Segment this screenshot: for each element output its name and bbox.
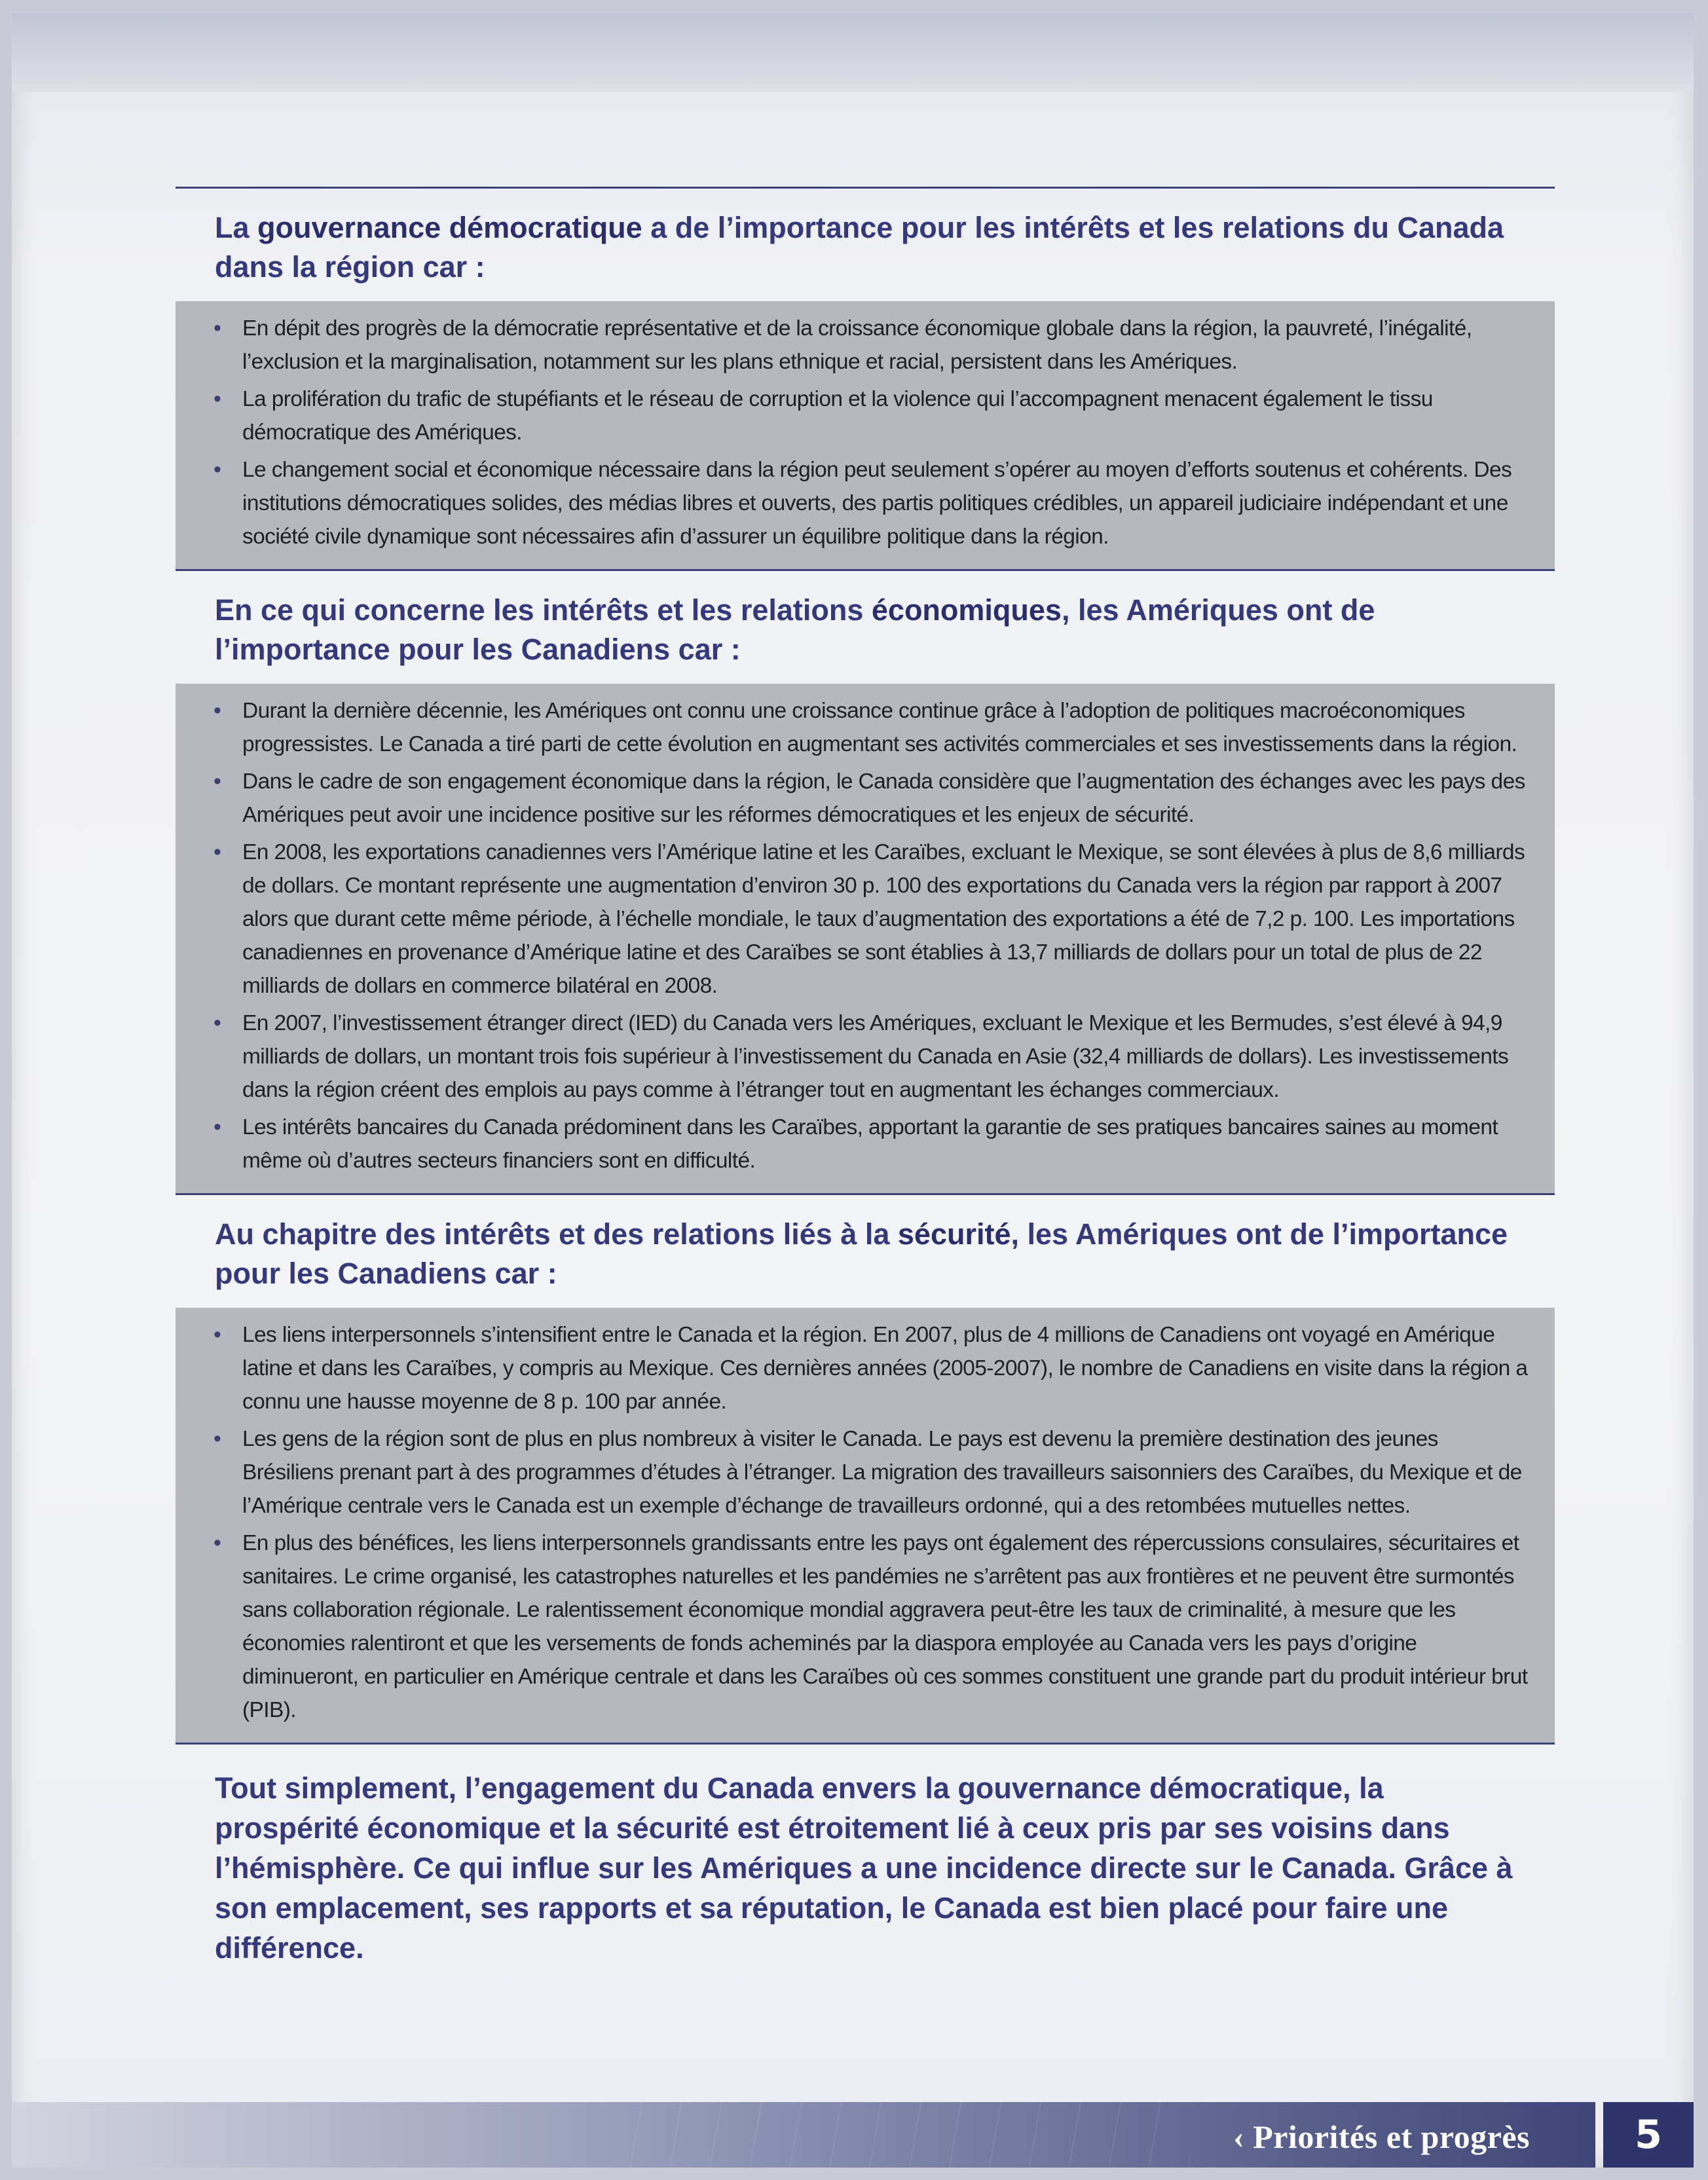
list-item — [202, 453, 1529, 553]
heading-text: Au chapitre des intérêts et des relations liés à la — [215, 1217, 898, 1251]
list-item — [202, 836, 1529, 1003]
heading-emphasis: économiques — [871, 593, 1062, 627]
bullet-box-governance — [176, 301, 1555, 569]
heading-text: La — [215, 211, 258, 244]
bullet-icon: • — [214, 457, 221, 482]
top-band — [12, 13, 1694, 92]
bullet-icon: • — [214, 1530, 221, 1555]
list-item — [202, 382, 1529, 449]
list-item — [202, 1422, 1529, 1523]
list-item — [202, 312, 1529, 379]
bullet-icon: • — [214, 1322, 221, 1347]
bullet-list — [202, 1318, 1529, 1727]
footer-section-title: ‹ Priorités et progrès — [1233, 2118, 1530, 2155]
bullet-text: Le changement social et économique nécessaire dans la région peut seulement s’opérer au moyen d’efforts soutenus et cohérents. Des institutions démocratiques solides, des médias libres et ouverts, des partis politiques crédibles, un appareil judiciaire indépendant et une société civile dynamique sont nécessaires afin d’assurer un équilibre politique dans la région. — [242, 458, 1512, 549]
heading-text: , les Amériques ont de l’importance pour les Canadiens car : — [215, 593, 1375, 666]
bullet-icon: • — [214, 1426, 221, 1451]
bullet-box-economic — [176, 684, 1555, 1193]
document-page — [12, 13, 1694, 2168]
bullet-text: En 2007, l’investissement étranger direct (IED) du Canada vers les Amériques, excluant le Mexique et les Bermudes, s’est élevé à 94,9 milliards de dollars, un montant trois fois supérieur à l’investissement du Canada en Asie (32,4 milliards de dollars). Les investissements dans la région créent des emplois au pays comme à l’étranger tout en augmentant les échanges commerciaux. — [242, 1011, 1509, 1102]
bullet-icon: • — [214, 840, 221, 864]
list-item — [202, 1318, 1529, 1418]
bullet-text: Les intérêts bancaires du Canada prédominent dans les Caraïbes, apportant la garantie de ses pratiques bancaires saines au moment même où d’autres secteurs financiers sont en difficulté. — [242, 1115, 1498, 1173]
bullet-list — [202, 312, 1529, 553]
section-heading-governance — [176, 189, 1555, 301]
heading-text: a de l’importance pour les intérêts et les relations du Canada dans la région car : — [215, 211, 1504, 284]
bullet-text: En dépit des progrès de la démocratie représentative et de la croissance économique globale dans la région, la pauvreté, l’inégalité, l’exclusion et la marginalisation, notamment sur les plans ethnique et racial, persistent dans les Amériques. — [242, 316, 1472, 374]
list-item — [202, 1111, 1529, 1177]
bullet-icon: • — [214, 1010, 221, 1035]
list-item — [202, 765, 1529, 832]
heading-text: En ce qui concerne les intérêts et les relations — [215, 593, 872, 627]
globe-graphic — [601, 2102, 1191, 2168]
bullet-text: En plus des bénéfices, les liens interpersonnels grandissants entre les pays ont également des répercussions consulaires, sécuritaires et sanitaires. Le crime organisé, les catastrophes naturelles et les pandémies ne s’arrêtent pas aux frontières et ne peuvent être surmontés sans collaboration régionale. Le ralentissement économique mondial aggravera peut-être les taux de criminalité, à mesure que les économies ralentiront et que les versements de fonds acheminés par la diaspora employée au Canada vers les pays d’origine diminueront, en particulier en Amérique centrale et dans les Caraïbes où ces sommes constituent une grande part du produit intérieur brut (PIB). — [242, 1531, 1528, 1722]
bullet-text: Dans le cadre de son engagement économique dans la région, le Canada considère que l’augmentation des échanges avec les pays des Amériques peut avoir une incidence positive sur les réformes démocratiques et les enjeux de sécurité. — [242, 769, 1525, 827]
heading-emphasis: sécurité — [897, 1217, 1011, 1251]
content-area — [176, 187, 1555, 1968]
bullet-text: Les liens interpersonnels s’intensifient entre le Canada et la région. En 2007, plus de 4 millions de Canadiens ont voyagé en Amérique latine et dans les Caraïbes, y compris au Mexique. Ces dernières années (2005-2007), le nombre de Canadiens en visite dans la région a connu une hausse moyenne de 8 p. 100 par année. — [242, 1323, 1528, 1414]
bullet-box-security — [176, 1308, 1555, 1743]
bullet-list — [202, 694, 1529, 1177]
list-item — [202, 1526, 1529, 1727]
list-item — [202, 1007, 1529, 1107]
section-heading-economic — [176, 571, 1555, 684]
page-number: 5 — [1603, 2102, 1694, 2168]
bullet-icon: • — [214, 1115, 221, 1139]
bullet-text: En 2008, les exportations canadiennes vers l’Amérique latine et les Caraïbes, excluant le Mexique, se sont élevées à plus de 8,6 milliards de dollars. Ce montant représente une augmentation d’environ 30 p. 100 des exportations du Canada vers la région par rapport à 2007 alors que durant cette même période, à l’échelle mondiale, le taux d’augmentation des exportations a été de 7,2 p. 100. Les importations canadiennes en provenance d’Amérique latine et des Caraïbes se sont établies à 13,7 milliards de dollars pour un total de plus de 22 milliards de dollars en commerce bilatéral en 2008. — [242, 840, 1525, 998]
bullet-icon: • — [214, 386, 221, 411]
list-item — [202, 694, 1529, 761]
heading-text: , les Amériques ont de l’importance pour les Canadiens car : — [215, 1217, 1508, 1290]
section-heading-security — [176, 1195, 1555, 1308]
bullet-text: La prolifération du trafic de stupéfiants et le réseau de corruption et la violence qui l’accompagnent menacent également le tissu démocratique des Amériques. — [242, 387, 1433, 445]
bullet-icon: • — [214, 769, 221, 794]
bullet-text: Durant la dernière décennie, les Amériques ont connu une croissance continue grâce à l’adoption de politiques macroéconomiques progressistes. Le Canada a tiré parti de cette évolution en augmentant ses activités commerciales et ses investissements dans la région. — [242, 699, 1517, 756]
heading-emphasis: gouvernance démocratique — [257, 211, 642, 244]
bullet-icon: • — [214, 698, 221, 723]
conclusion-paragraph: Tout simplement, l’engagement du Canada envers la gouvernance démocratique, la prospérité économique et la sécurité est étroitement lié à ceux pris par ses voisins dans l’hémisphère. Ce qui influe sur les Amériques a une incidence directe sur le Canada. Grâce à son emplacement, ses rapports et sa réputation, le Canada est bien placé pour faire une différence. — [215, 1771, 1513, 1965]
bullet-icon: • — [214, 316, 221, 341]
bullet-text: Les gens de la région sont de plus en plus nombreux à visiter le Canada. Le pays est devenu la première destination des jeunes Brésiliens prenant part à des programmes d’études à l’étranger. La migration des travailleurs saisonniers des Caraïbes, du Mexique et de l’Amérique centrale vers le Canada est un exemple d’échange de travailleurs ordonné, qui a des retombées mutuelles nettes. — [242, 1427, 1522, 1518]
